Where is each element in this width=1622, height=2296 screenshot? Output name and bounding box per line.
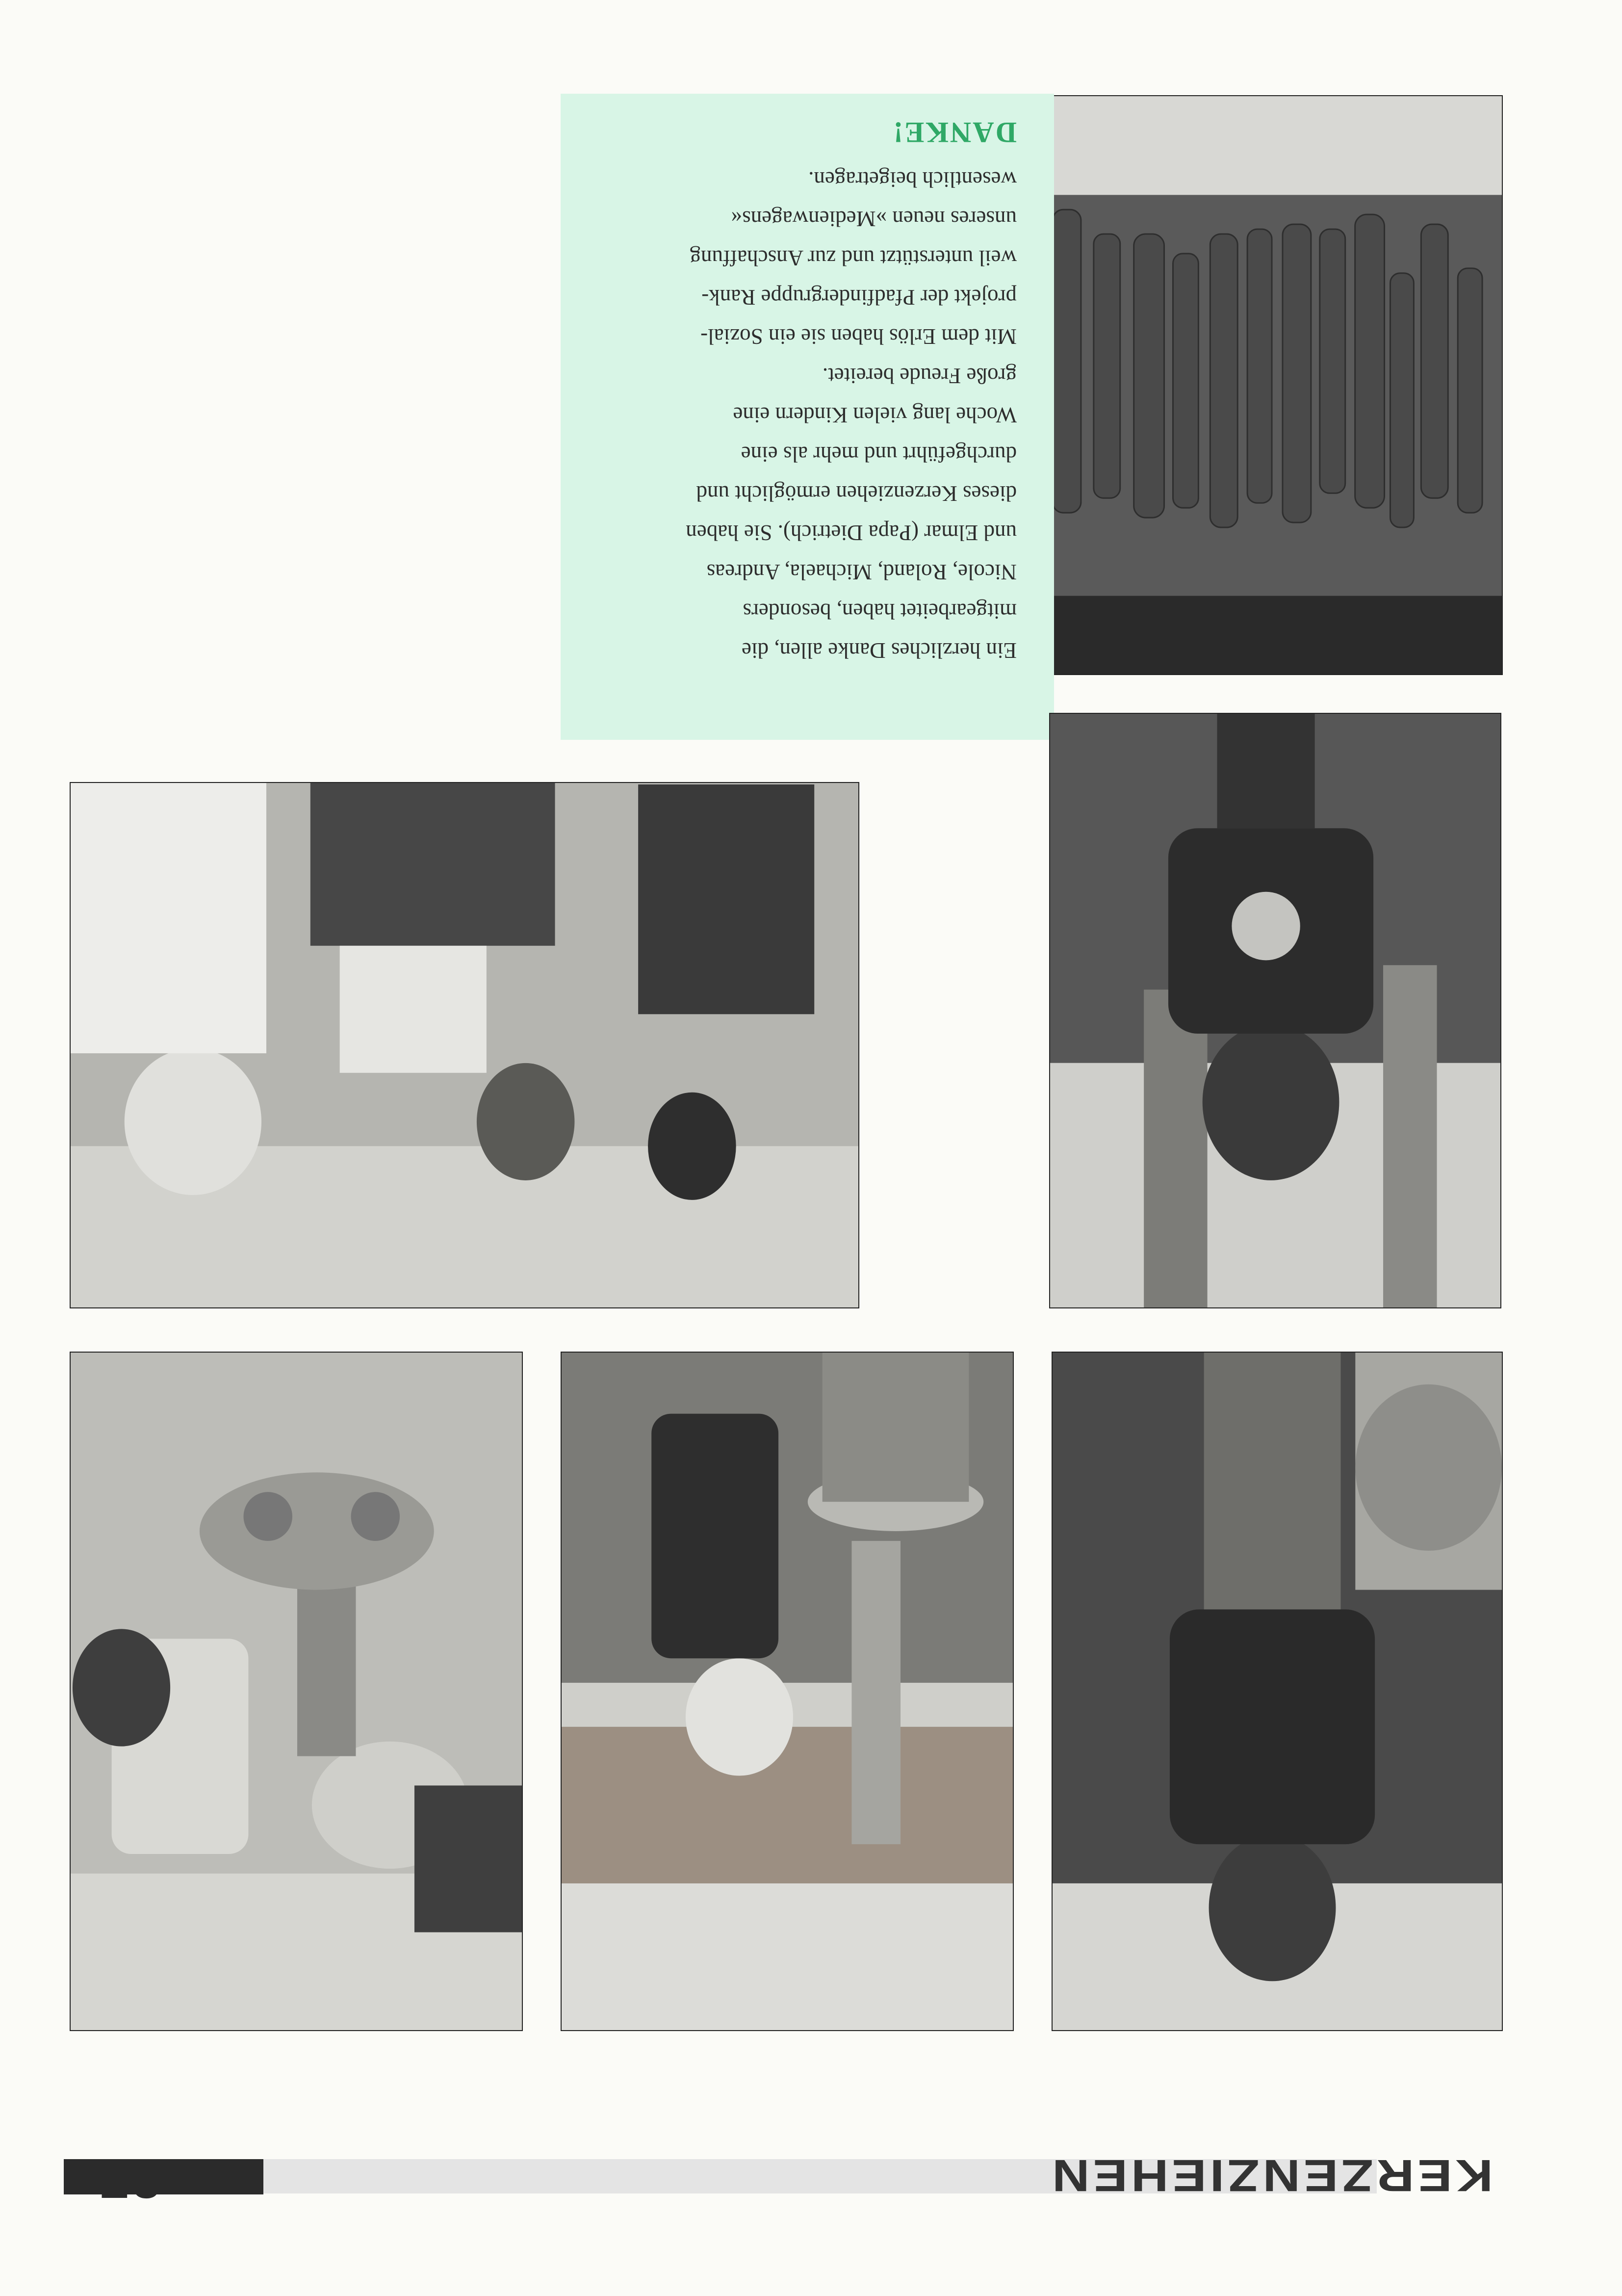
- photo-boy-dark-shirt: [1052, 1352, 1503, 2031]
- page-number: 27: [97, 2149, 161, 2209]
- section-title: KERZENZIEHEN: [1049, 2150, 1493, 2200]
- photo-kids-working: [70, 782, 859, 1308]
- photo-boy-with-candle: [1049, 713, 1501, 1308]
- closing-thanks: DANKE!: [892, 116, 1017, 149]
- photo-girl-at-wax-vat: [561, 1352, 1014, 2031]
- photo-child-at-wax-vat: [70, 1352, 523, 2031]
- thank-you-paragraph: Ein herzliches Danke allen, die mitgearbeitet haben, besonders Nicole, Roland, Michaela, Andreas und Elmar (Papa Dietrich). Sie haben dieses Kerzenziehen ermöglicht und durchgeführt und mehr als eine Woche lang vielen Kindern eine große Freude bereitet.: [686, 364, 1017, 663]
- thank-you-textbox: [561, 94, 1054, 740]
- page-number-bar: [64, 2159, 263, 2194]
- fundraising-paragraph: Mit dem Erlös haben sie ein Sozial- projekt der Pfadfindergruppe Rank- weil unterstützt und zur Anschaffung unseres neuen »Medienwagens« wesentlich beigetragen.: [690, 167, 1017, 349]
